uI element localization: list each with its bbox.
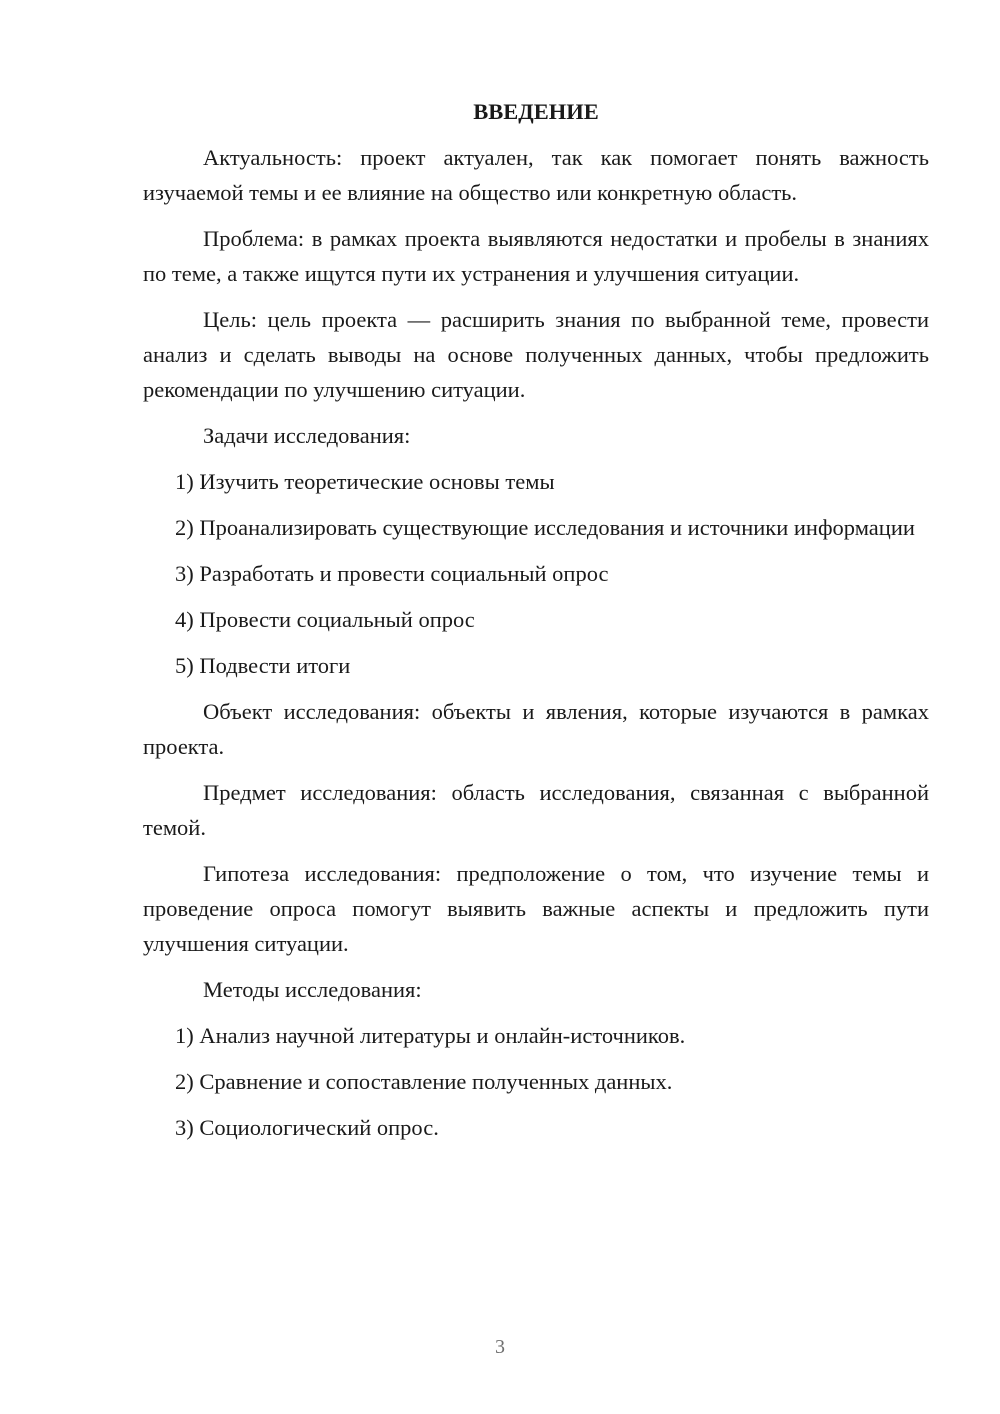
- hypothesis-paragraph: Гипотеза исследования: предположение о том, что изучение темы и проведение опроса помогут выявить важные аспекты и предложить пути улучшения ситуации.: [143, 861, 929, 956]
- tasks-title: Задачи исследования:: [203, 423, 411, 448]
- method-item-1: 1) Анализ научной литературы и онлайн-источников.: [175, 1023, 686, 1048]
- task-item-2: 2) Проанализировать существующие исследования и источники информации: [175, 515, 915, 540]
- problem-paragraph: Проблема: в рамках проекта выявляются недостатки и пробелы в знаниях по теме, а также ищутся пути их устранения и улучшения ситуации.: [143, 226, 929, 286]
- object-paragraph: Объект исследования: объекты и явления, которые изучаются в рамках проекта.: [143, 699, 929, 759]
- goal-paragraph: Цель: цель проекта — расширить знания по выбранной теме, провести анализ и сделать выводы на основе полученных данных, чтобы предложить рекомендации по улучшению ситуации.: [143, 307, 929, 402]
- task-item-4: 4) Провести социальный опрос: [175, 607, 475, 632]
- page-content: [143, 94, 929, 1156]
- section-heading: ВВЕДЕНИЕ: [473, 99, 599, 124]
- relevance-paragraph: Актуальность: проект актуален, так как помогает понять важность изучаемой темы и ее влияние на общество или конкретную область.: [143, 145, 929, 205]
- task-item-3: 3) Разработать и провести социальный опрос: [175, 561, 609, 586]
- task-item-1: 1) Изучить теоретические основы темы: [175, 469, 555, 494]
- methods-title: Методы исследования:: [203, 977, 422, 1002]
- method-item-2: 2) Сравнение и сопоставление полученных данных.: [175, 1069, 673, 1094]
- task-item-5: 5) Подвести итоги: [175, 653, 351, 678]
- method-item-3: 3) Социологический опрос.: [175, 1115, 439, 1140]
- subject-paragraph: Предмет исследования: область исследования, связанная с выбранной темой.: [143, 780, 929, 840]
- page-number: 3: [495, 1336, 505, 1358]
